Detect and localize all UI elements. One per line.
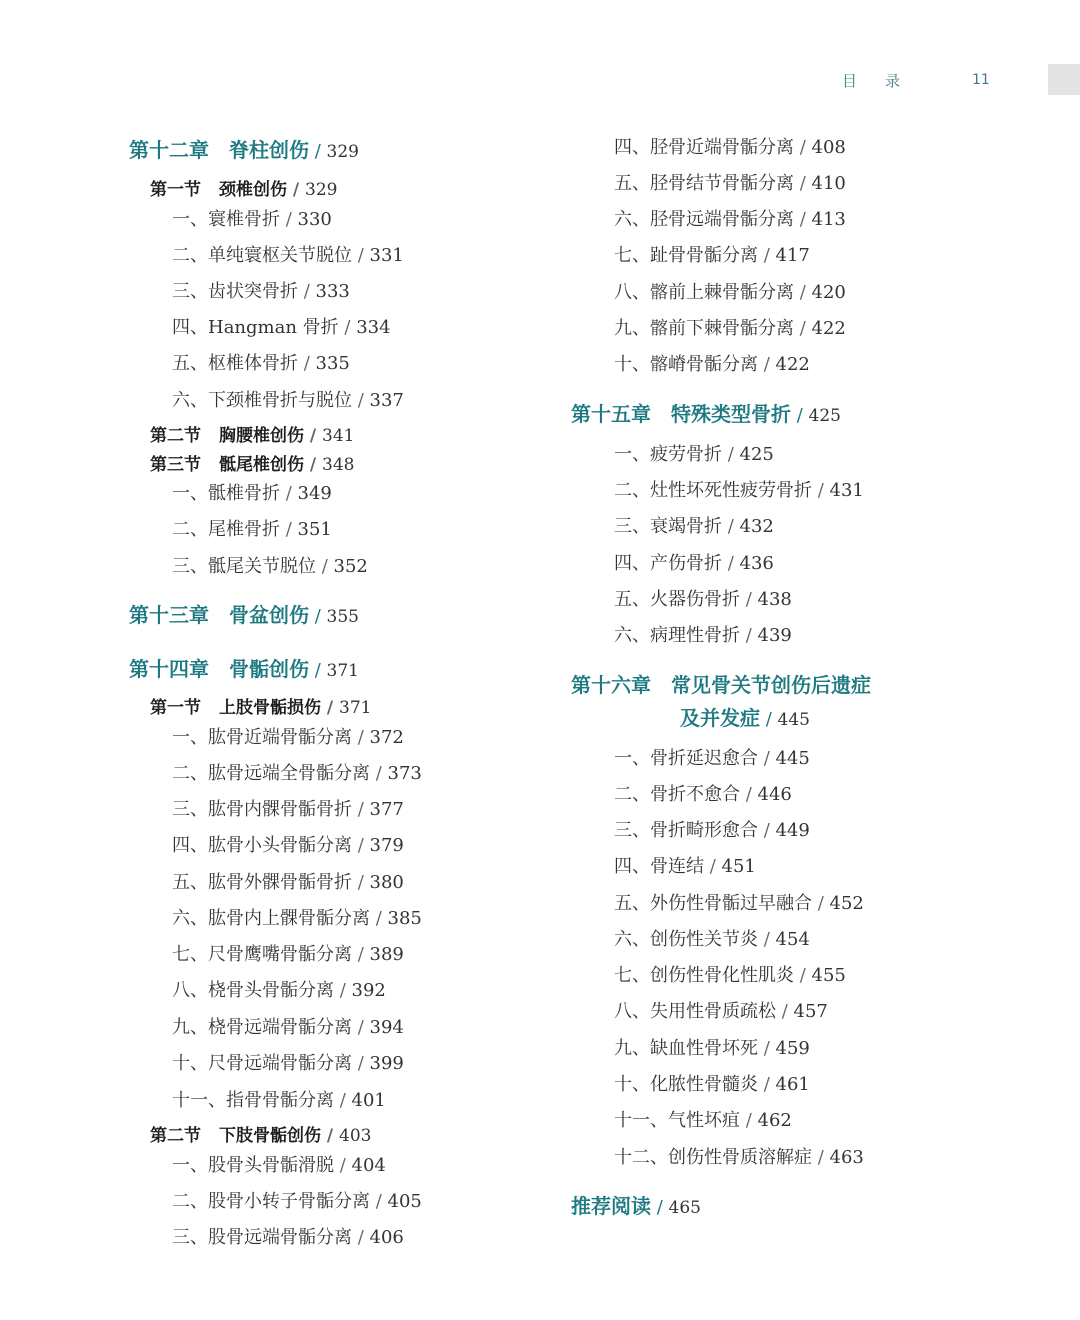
page-ref: 337	[369, 390, 404, 411]
toc-item	[614, 1149, 864, 1167]
slash-separator: /	[740, 625, 758, 646]
toc-chapter	[129, 140, 359, 161]
slash-separator: /	[352, 1017, 370, 1038]
toc-item	[172, 910, 422, 928]
item-title: 一、股骨头骨骺滑脱	[172, 1155, 334, 1176]
page-ref: 403	[339, 1126, 372, 1146]
page-ref: 380	[369, 872, 404, 893]
page-ref: 371	[339, 698, 372, 718]
slash-separator: /	[338, 317, 357, 338]
slash-separator: /	[352, 1053, 370, 1074]
toc-item	[614, 446, 774, 464]
toc-item	[614, 858, 756, 876]
slash-separator: /	[280, 209, 298, 230]
page-ref: 385	[387, 908, 422, 929]
item-title: 一、骶椎骨折	[172, 483, 280, 504]
running-header-title: 目录	[842, 72, 929, 90]
page-ref: 431	[829, 480, 864, 501]
page-ref: 329	[326, 142, 359, 162]
page-ref: 392	[351, 980, 386, 1001]
toc-item	[614, 211, 846, 229]
slash-separator: /	[298, 281, 316, 302]
toc-chapter	[571, 404, 841, 425]
page-ref: 422	[775, 354, 810, 375]
item-title: 十一、气性坏疽	[614, 1110, 740, 1131]
page-ref: 335	[315, 353, 350, 374]
item-title: 五、火器伤骨折	[614, 589, 740, 610]
page-ref: 379	[369, 835, 404, 856]
toc-item	[614, 931, 810, 949]
slash-separator: /	[722, 553, 740, 574]
toc-item	[172, 392, 404, 410]
page-ref: 449	[775, 820, 810, 841]
slash-separator: /	[791, 405, 809, 426]
page-ref: 432	[739, 516, 774, 537]
toc-item	[614, 518, 774, 536]
page-ref: 373	[387, 763, 422, 784]
item-title: 三、骨折畸形愈合	[614, 820, 758, 841]
slash-separator: /	[304, 455, 323, 475]
item-title: 十二、创伤性骨质溶解症	[614, 1147, 812, 1168]
page-ref: 457	[793, 1001, 828, 1022]
item-title: 二、骨折不愈合	[614, 784, 740, 805]
section-label: 第一节	[150, 180, 201, 200]
slash-separator: /	[316, 556, 334, 577]
toc-item	[614, 284, 846, 302]
chapter-title: 推荐阅读	[571, 1194, 651, 1218]
slash-separator: /	[321, 698, 340, 718]
page-ref: 399	[369, 1053, 404, 1074]
page-ref: 401	[351, 1090, 386, 1111]
slash-separator: /	[651, 1197, 669, 1218]
page-ref: 454	[775, 929, 810, 950]
slash-separator: /	[812, 893, 830, 914]
page-ref: 349	[297, 483, 332, 504]
item-title: 五、枢椎体骨折	[172, 353, 298, 374]
item-title: 八、桡骨头骨骺分离	[172, 980, 334, 1001]
slash-separator: /	[352, 245, 370, 266]
toc-chapter	[129, 659, 359, 680]
item-title: 二、股骨小转子骨骺分离	[172, 1191, 370, 1212]
toc-item	[614, 822, 810, 840]
page-ref: 389	[369, 944, 404, 965]
chapter-title: 骨盆创伤	[229, 603, 309, 627]
toc-item	[614, 1076, 810, 1094]
slash-separator: /	[740, 784, 758, 805]
page-number: 11	[972, 72, 990, 88]
toc-item	[172, 1193, 422, 1211]
toc-item	[614, 967, 846, 985]
section-title: 胸腰椎创伤	[219, 426, 304, 446]
page-ref: 463	[829, 1147, 864, 1168]
item-title: 三、股骨远端骨骺分离	[172, 1227, 352, 1248]
page-ref: 333	[315, 281, 350, 302]
chapter-label: 第十二章	[129, 138, 209, 162]
slash-separator: /	[740, 1110, 758, 1131]
page-ref: 451	[721, 856, 756, 877]
slash-separator: /	[352, 1227, 370, 1248]
toc-item	[172, 801, 404, 819]
item-title: 三、肱骨内髁骨骺骨折	[172, 799, 352, 820]
slash-separator: /	[352, 390, 370, 411]
slash-separator: /	[812, 1147, 830, 1168]
slash-separator: /	[758, 929, 776, 950]
item-title: 一、骨折延迟愈合	[614, 748, 758, 769]
item-title: 二、单纯寰枢关节脱位	[172, 245, 352, 266]
item-title: 九、桡骨远端骨骺分离	[172, 1017, 352, 1038]
page-ref: 405	[387, 1191, 422, 1212]
toc-chapter-continuation	[680, 708, 810, 729]
slash-separator: /	[758, 354, 776, 375]
toc-item	[172, 1092, 386, 1110]
page-ref: 452	[829, 893, 864, 914]
chapter-label: 第十四章	[129, 657, 209, 681]
thumb-tab	[1048, 64, 1080, 95]
item-title: 四、肱骨小头骨骺分离	[172, 835, 352, 856]
page-ref: 406	[369, 1227, 404, 1248]
slash-separator: /	[722, 516, 740, 537]
toc-item	[614, 320, 846, 338]
slash-separator: /	[812, 480, 830, 501]
slash-separator: /	[760, 709, 778, 730]
slash-separator: /	[794, 282, 812, 303]
page-ref: 341	[322, 426, 355, 446]
toc-item	[614, 627, 792, 645]
page-ref: 465	[668, 1198, 701, 1218]
page-ref: 355	[326, 607, 359, 627]
toc-item	[172, 355, 350, 373]
page-ref: 425	[808, 406, 841, 426]
page-ref: 330	[297, 209, 332, 230]
toc-item	[172, 1229, 404, 1247]
section-label: 第一节	[150, 698, 201, 718]
slash-separator: /	[334, 980, 352, 1001]
toc-item	[172, 946, 404, 964]
slash-separator: /	[321, 1126, 340, 1146]
page-ref: 425	[739, 444, 774, 465]
toc-item	[172, 1019, 404, 1037]
toc-item	[614, 1003, 828, 1021]
slash-separator: /	[794, 137, 812, 158]
toc-item	[614, 482, 864, 500]
toc-item	[172, 558, 368, 576]
item-title: 十、髂嵴骨骺分离	[614, 354, 758, 375]
item-title: 九、缺血性骨坏死	[614, 1038, 758, 1059]
toc-item	[172, 765, 422, 783]
slash-separator: /	[287, 180, 306, 200]
chapter-title: 常见骨关节创伤后遗症	[671, 673, 871, 697]
slash-separator: /	[758, 1038, 776, 1059]
slash-separator: /	[280, 519, 298, 540]
slash-separator: /	[370, 908, 388, 929]
slash-separator: /	[298, 353, 316, 374]
toc-item	[172, 211, 332, 229]
toc-item	[172, 729, 404, 747]
page-ref: 351	[297, 519, 332, 540]
slash-separator: /	[280, 483, 298, 504]
toc-section	[150, 428, 355, 445]
toc-item	[614, 555, 774, 573]
item-title: 十、尺骨远端骨骺分离	[172, 1053, 352, 1074]
toc-item	[172, 247, 404, 265]
page-ref: 446	[757, 784, 792, 805]
page-ref: 352	[333, 556, 368, 577]
item-title: 四、产伤骨折	[614, 553, 722, 574]
page-ref: 436	[739, 553, 774, 574]
chapter-title: 骨骺创伤	[229, 657, 309, 681]
section-label: 第二节	[150, 426, 201, 446]
item-title: 七、尺骨鹰嘴骨骺分离	[172, 944, 352, 965]
item-title: 二、灶性坏死性疲劳骨折	[614, 480, 812, 501]
slash-separator: /	[722, 444, 740, 465]
page-ref: 439	[757, 625, 792, 646]
chapter-title: 脊柱创伤	[229, 138, 309, 162]
section-title: 下肢骨骺创伤	[219, 1126, 321, 1146]
page-ref: 461	[775, 1074, 810, 1095]
slash-separator: /	[370, 763, 388, 784]
toc-item	[172, 319, 391, 337]
item-title: 八、髂前上棘骨骺分离	[614, 282, 794, 303]
toc-item	[172, 1157, 386, 1175]
item-title: 六、胫骨远端骨骺分离	[614, 209, 794, 230]
toc-section	[150, 700, 372, 717]
item-title: 六、病理性骨折	[614, 625, 740, 646]
toc-item	[172, 521, 332, 539]
toc-item	[614, 175, 846, 193]
item-title: 五、外伤性骨骺过早融合	[614, 893, 812, 914]
slash-separator: /	[309, 141, 327, 162]
item-title: 八、失用性骨质疏松	[614, 1001, 776, 1022]
item-title: 六、下颈椎骨折与脱位	[172, 390, 352, 411]
slash-separator: /	[758, 245, 776, 266]
page-ref: 413	[811, 209, 846, 230]
item-title: 五、胫骨结节骨骺分离	[614, 173, 794, 194]
item-title: 七、趾骨骨骺分离	[614, 245, 758, 266]
slash-separator: /	[794, 173, 812, 194]
slash-separator: /	[758, 820, 776, 841]
section-title: 骶尾椎创伤	[219, 455, 304, 475]
chapter-label: 第十三章	[129, 603, 209, 627]
slash-separator: /	[352, 799, 370, 820]
slash-separator: /	[352, 727, 370, 748]
slash-separator: /	[370, 1191, 388, 1212]
toc-item	[614, 356, 810, 374]
item-title: 四、胫骨近端骨骺分离	[614, 137, 794, 158]
toc-chapter	[129, 605, 359, 626]
section-label: 第三节	[150, 455, 201, 475]
item-title: 三、骶尾关节脱位	[172, 556, 316, 577]
item-title: 十、化脓性骨髓炎	[614, 1074, 758, 1095]
toc-item	[172, 485, 332, 503]
toc-section	[150, 457, 355, 474]
item-title: 一、肱骨近端骨骺分离	[172, 727, 352, 748]
toc-chapter	[571, 675, 871, 695]
item-title: 四、骨连结	[614, 856, 704, 877]
page-ref: 417	[775, 245, 810, 266]
chapter-title-line2: 及并发症	[680, 706, 760, 730]
toc-section	[150, 182, 338, 199]
toc-item	[614, 1112, 792, 1130]
toc-item	[614, 895, 864, 913]
chapter-label: 第十六章	[571, 673, 651, 697]
page-ref: 372	[369, 727, 404, 748]
slash-separator: /	[758, 748, 776, 769]
section-label: 第二节	[150, 1126, 201, 1146]
section-title: 颈椎创伤	[219, 180, 287, 200]
slash-separator: /	[704, 856, 722, 877]
page-ref: 445	[775, 748, 810, 769]
item-title: 六、肱骨内上髁骨骺分离	[172, 908, 370, 929]
slash-separator: /	[794, 965, 812, 986]
toc-item	[614, 750, 810, 768]
toc-item	[172, 1055, 404, 1073]
slash-separator: /	[304, 426, 323, 446]
item-title: 十一、指骨骨骺分离	[172, 1090, 334, 1111]
page-ref: 455	[811, 965, 846, 986]
toc-item	[614, 139, 846, 157]
toc-item	[614, 247, 810, 265]
slash-separator: /	[309, 606, 327, 627]
page-ref: 394	[369, 1017, 404, 1038]
item-title: 六、创伤性关节炎	[614, 929, 758, 950]
section-title: 上肢骨骺损伤	[219, 698, 321, 718]
slash-separator: /	[776, 1001, 794, 1022]
toc-item	[614, 786, 792, 804]
page-ref: 422	[811, 318, 846, 339]
toc-item	[614, 1040, 810, 1058]
slash-separator: /	[334, 1090, 352, 1111]
page-ref: 408	[811, 137, 846, 158]
page-ref: 404	[351, 1155, 386, 1176]
slash-separator: /	[758, 1074, 776, 1095]
page-ref: 459	[775, 1038, 810, 1059]
page-ref: 420	[811, 282, 846, 303]
page-ref: 445	[777, 710, 810, 730]
slash-separator: /	[309, 660, 327, 681]
page-ref: 377	[369, 799, 404, 820]
slash-separator: /	[352, 872, 370, 893]
item-title: 九、髂前下棘骨骺分离	[614, 318, 794, 339]
slash-separator: /	[740, 589, 758, 610]
toc-item	[172, 874, 404, 892]
item-title: 三、衰竭骨折	[614, 516, 722, 537]
chapter-label: 第十五章	[571, 402, 651, 426]
toc-item	[172, 982, 386, 1000]
page-ref: 371	[326, 661, 359, 681]
toc-item	[614, 591, 792, 609]
slash-separator: /	[352, 944, 370, 965]
toc-item	[172, 283, 350, 301]
page-ref: 329	[305, 180, 338, 200]
item-title: 四、Hangman 骨折	[172, 317, 339, 338]
page-ref: 331	[369, 245, 404, 266]
item-title: 一、寰椎骨折	[172, 209, 280, 230]
toc-chapter	[571, 1196, 701, 1217]
slash-separator: /	[334, 1155, 352, 1176]
page-ref: 348	[322, 455, 355, 475]
chapter-title: 特殊类型骨折	[671, 402, 791, 426]
item-title: 五、肱骨外髁骨骺骨折	[172, 872, 352, 893]
item-title: 一、疲劳骨折	[614, 444, 722, 465]
item-title: 三、齿状突骨折	[172, 281, 298, 302]
slash-separator: /	[794, 209, 812, 230]
slash-separator: /	[352, 835, 370, 856]
slash-separator: /	[794, 318, 812, 339]
item-title: 七、创伤性骨化性肌炎	[614, 965, 794, 986]
item-title: 二、尾椎骨折	[172, 519, 280, 540]
toc-item	[172, 837, 404, 855]
toc-section	[150, 1128, 372, 1145]
page-ref: 462	[757, 1110, 792, 1131]
page-ref: 410	[811, 173, 846, 194]
item-title: 二、肱骨远端全骨骺分离	[172, 763, 370, 784]
page-ref: 438	[757, 589, 792, 610]
page-ref: 334	[356, 317, 391, 338]
